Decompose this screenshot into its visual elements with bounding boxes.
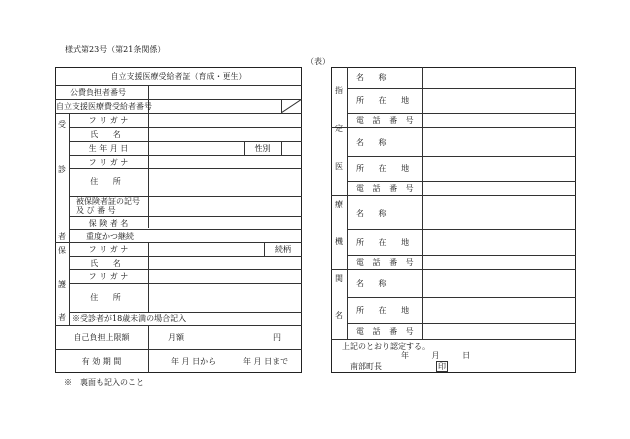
insurance-number-label: 及 び 番 号 <box>76 206 116 215</box>
institution-name-label: 名 称 <box>356 73 393 82</box>
institution-phone-label: 電 話 番 号 <box>356 258 417 267</box>
institution-name-label: 名 称 <box>356 279 393 288</box>
guardian-note: ※受診者が18歳未満の場合記入 <box>72 314 187 323</box>
yen-label: 円 <box>273 333 281 342</box>
certify-text: 上記のとおり認定する。 <box>342 342 430 351</box>
institution-name-label: 名 称 <box>356 138 393 147</box>
period-from: 年 月 日から <box>171 357 217 366</box>
footnote: ※ 裏面も記入のこと <box>64 378 144 387</box>
institution-address-label: 所 在 地 <box>356 306 416 315</box>
guardian-furigana2-label: フ リ ガ ナ <box>88 272 129 281</box>
institution-address-label: 所 在 地 <box>356 238 416 247</box>
institution-name-label: 名 称 <box>356 209 393 218</box>
institution-phone-label: 電 話 番 号 <box>356 184 417 193</box>
guardian-address-label: 住 所 <box>90 293 127 302</box>
side-char: 関 <box>335 274 343 283</box>
burden-number-label: 公費負担者番号 <box>70 88 126 97</box>
form-number: 様式第23号（第21条関係） <box>65 45 166 54</box>
group-recipient-char: 診 <box>58 165 66 174</box>
side-char: 機 <box>335 237 343 246</box>
side-char: 療 <box>335 200 343 209</box>
diagonal-slash <box>281 99 302 113</box>
group-recipient-char: 者 <box>58 232 66 241</box>
side-label: （表） <box>306 57 330 66</box>
period-to: 年 月 日まで <box>243 357 289 366</box>
valid-period-label: 有 効 期 間 <box>81 357 122 366</box>
recipient-name-label: 氏 名 <box>90 130 127 139</box>
group-guardian-char: 護 <box>58 280 66 289</box>
monthly-label: 月額 <box>168 333 184 342</box>
guardian-furigana-label: フ リ ガ ナ <box>88 245 129 254</box>
recipient-number-label: 自立支援医療費受給者番号 <box>56 102 152 111</box>
institution-address-label: 所 在 地 <box>356 164 416 173</box>
group-guardian-char: 保 <box>58 246 66 255</box>
group-guardian-char: 者 <box>58 313 66 322</box>
insured-name-label: 保 険 者 名 <box>88 219 129 228</box>
recipient-furigana2-label: フ リ ガ ナ <box>88 158 129 167</box>
birth-date-label: 生 年 月 日 <box>88 144 129 153</box>
recipient-address-label: 住 所 <box>90 177 127 186</box>
insurance-symbol-label: 被保険者証の記号 <box>76 197 140 206</box>
seal-mark: 印 <box>438 362 446 371</box>
institution-phone-label: 電 話 番 号 <box>356 116 417 125</box>
recipient-furigana-label: フ リ ガ ナ <box>88 116 129 125</box>
certify-date: 年 月 日 <box>401 351 481 360</box>
side-char: 定 <box>335 124 343 133</box>
severe-continuing-label: 重度かつ継続 <box>86 232 134 241</box>
group-recipient-char: 受 <box>58 120 66 129</box>
sex-label: 性別 <box>254 144 271 153</box>
self-limit-label: 自己負担上限額 <box>73 333 130 342</box>
guardian-name-label: 氏 名 <box>90 259 127 268</box>
side-char: 名 <box>335 311 343 320</box>
side-char: 指 <box>335 86 343 95</box>
form-title: 自立支援医療受給者証（育成・更生） <box>110 72 247 81</box>
side-char: 医 <box>335 162 343 171</box>
institution-phone-label: 電 話 番 号 <box>356 327 417 336</box>
mayor-label: 南部町長 <box>350 362 382 371</box>
institution-address-label: 所 在 地 <box>356 96 416 105</box>
relationship-label: 続柄 <box>275 245 291 254</box>
